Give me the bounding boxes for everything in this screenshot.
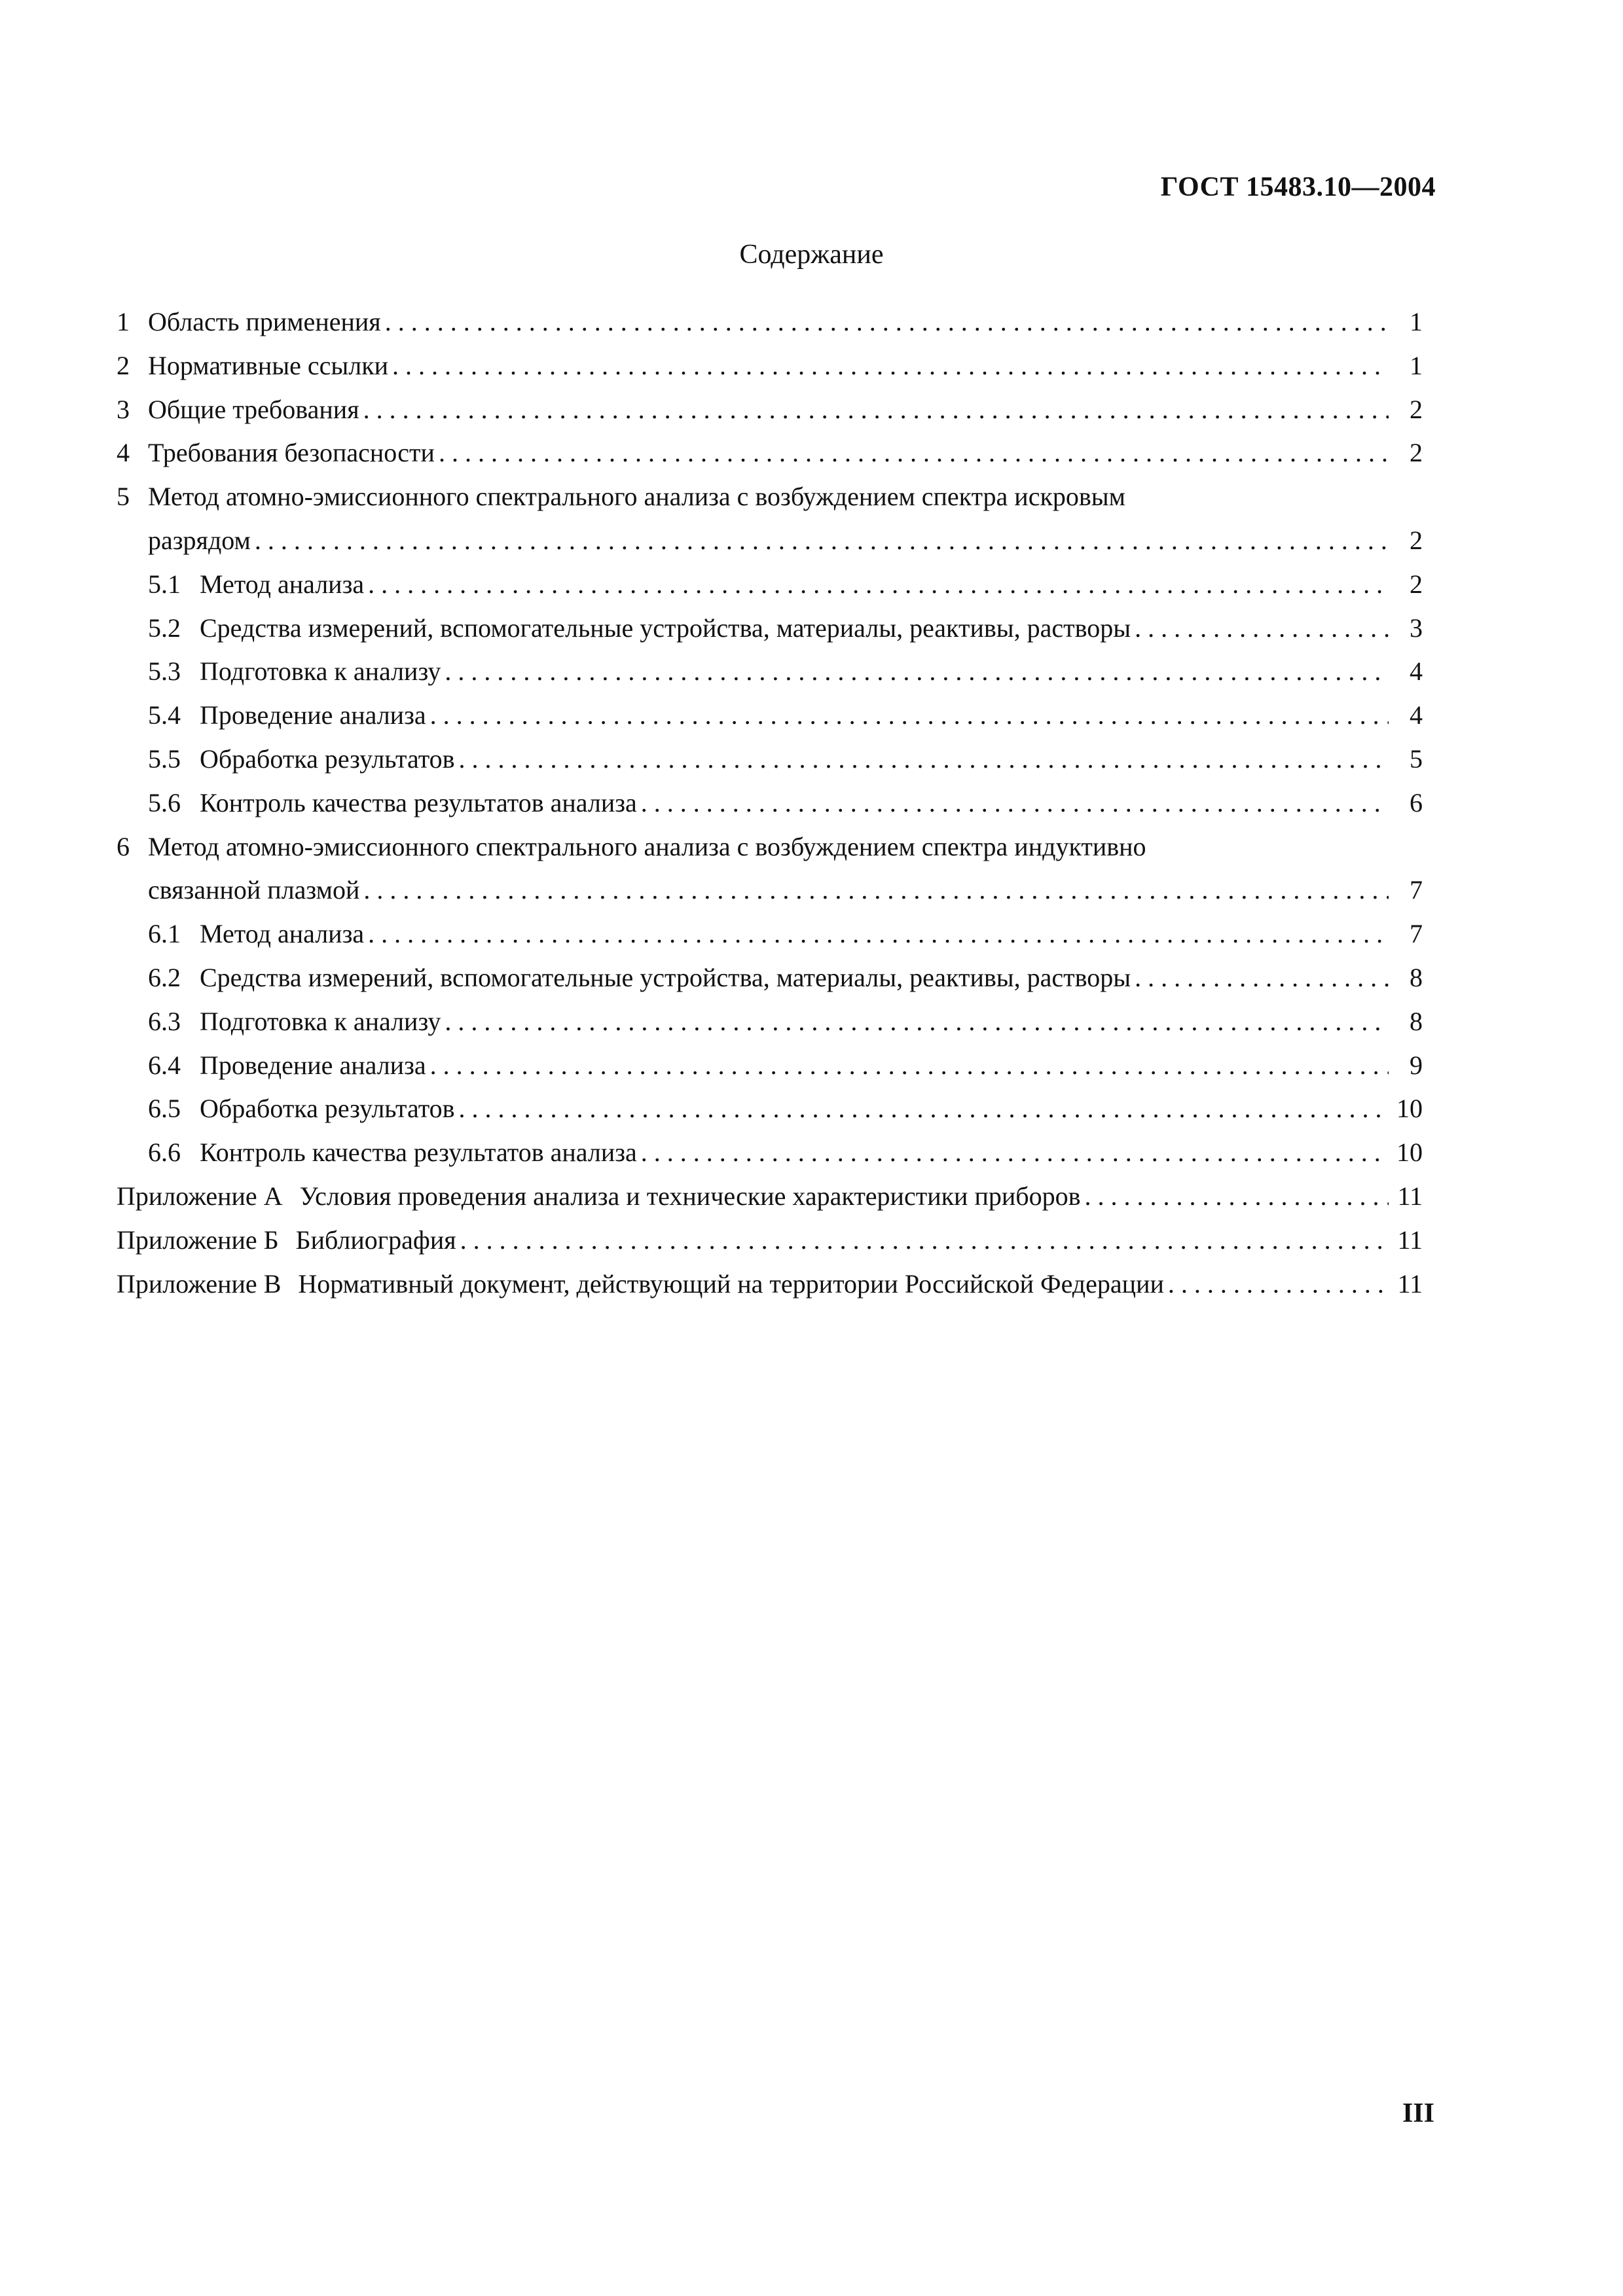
toc-entry-label: Нормативный документ, действующий на территории Российской Федерации — [298, 1268, 1164, 1299]
toc-entry-6-5[interactable] — [117, 1087, 1423, 1131]
toc-entry-5-2[interactable] — [117, 607, 1423, 651]
toc-entry-number: 6.5 — [148, 1094, 181, 1124]
toc-entry-label: Метод анализа — [200, 919, 365, 949]
table-of-contents — [117, 300, 1423, 1306]
toc-entry-page: 1 — [1410, 307, 1423, 336]
toc-entry-number: 5.3 — [148, 656, 181, 687]
toc-entry-number: Приложение В — [117, 1268, 282, 1299]
toc-entry-5-5[interactable] — [117, 738, 1423, 781]
toc-entry-page: 3 — [1410, 613, 1423, 643]
toc-entry-label: Подготовка к анализу — [200, 1006, 441, 1036]
dot-leader — [637, 1131, 1389, 1175]
toc-entry-page: 2 — [1410, 525, 1423, 555]
dot-leader — [1081, 1175, 1389, 1219]
toc-entry-2[interactable] — [117, 344, 1423, 388]
toc-entry-label: Область применения — [148, 307, 381, 336]
toc-entry-number: 6.6 — [148, 1138, 181, 1168]
toc-entry-label: Условия проведения анализа и технические характеристики приборов — [299, 1181, 1081, 1211]
toc-entry-6-4[interactable] — [117, 1044, 1423, 1088]
toc-entry-label: Проведение анализа — [200, 1050, 426, 1080]
toc-entry-label: Контроль качества результатов анализа — [200, 1138, 637, 1168]
toc-entry-label-continuation: разрядом — [148, 525, 251, 555]
toc-entry-5-4[interactable] — [117, 694, 1423, 738]
toc-entry-5-1[interactable] — [117, 563, 1423, 607]
toc-entry-number: Приложение А — [117, 1181, 283, 1211]
toc-entry-label: Требования безопасности — [148, 438, 435, 468]
dot-leader — [359, 869, 1389, 912]
toc-entry-number: 5 — [117, 482, 130, 512]
toc-entry-5-6[interactable] — [117, 781, 1423, 825]
toc-entry-number: 5.4 — [148, 700, 181, 730]
toc-entry-number: 6.3 — [148, 1006, 181, 1036]
toc-entry-appendix-a[interactable] — [117, 1175, 1423, 1219]
toc-entry-label: Общие требования — [148, 394, 359, 424]
dot-leader — [364, 912, 1389, 956]
page-number: III — [1402, 2098, 1434, 2128]
toc-entry-page: 10 — [1396, 1138, 1423, 1168]
toc-entry-page: 7 — [1410, 875, 1423, 905]
toc-entry-page: 6 — [1410, 787, 1423, 817]
toc-entry-6-1[interactable] — [117, 912, 1423, 956]
toc-entry-page: 2 — [1410, 569, 1423, 599]
toc-entry-page: 10 — [1396, 1094, 1423, 1124]
toc-entry-label: Подготовка к анализу — [200, 656, 441, 687]
toc-entry-page: 11 — [1397, 1181, 1423, 1211]
toc-entry-number: 6.2 — [148, 962, 181, 992]
toc-entry-page: 5 — [1410, 744, 1423, 774]
toc-entry-label: Метод анализа — [200, 569, 365, 599]
toc-entry-number: 5.6 — [148, 787, 181, 817]
dot-leader — [455, 738, 1389, 781]
toc-entry-label: Метод атомно-эмиссионного спектрального анализа с возбуждением спектра искровым — [148, 482, 1125, 512]
toc-entry-4[interactable] — [117, 431, 1423, 475]
toc-entry-appendix-v[interactable] — [117, 1263, 1423, 1306]
toc-entry-label: Проведение анализа — [200, 700, 426, 730]
toc-entry-label: Нормативные ссылки — [148, 350, 389, 380]
document-code: ГОСТ 15483.10—2004 — [1160, 172, 1436, 202]
toc-entry-page: 8 — [1410, 1006, 1423, 1036]
dot-leader — [455, 1087, 1389, 1131]
toc-entry-page: 4 — [1410, 656, 1423, 687]
dot-leader — [1131, 607, 1389, 651]
dot-leader — [359, 388, 1389, 432]
toc-entry-number: 3 — [117, 394, 130, 424]
toc-entry-label: Средства измерений, вспомогательные устройства, материалы, реактивы, растворы — [200, 962, 1131, 992]
toc-entry-number: Приложение Б — [117, 1225, 279, 1255]
toc-entry-1[interactable] — [117, 300, 1423, 344]
toc-entry-number: 4 — [117, 438, 130, 468]
toc-entry-number: 6.1 — [148, 919, 181, 949]
toc-entry-number: 5.2 — [148, 613, 181, 643]
toc-entry-3[interactable] — [117, 388, 1423, 432]
toc-entry-label: Обработка результатов — [200, 1094, 455, 1124]
dot-leader — [441, 1000, 1389, 1044]
toc-entry-label: Контроль качества результатов анализа — [200, 787, 637, 817]
dot-leader — [364, 563, 1389, 607]
dot-leader — [435, 431, 1389, 475]
dot-leader — [1164, 1263, 1389, 1306]
toc-entry-page: 1 — [1410, 350, 1423, 380]
toc-entry-label-continuation: связанной плазмой — [148, 875, 360, 905]
dot-leader — [1131, 956, 1389, 1000]
toc-entry-6-continuation[interactable] — [117, 869, 1423, 912]
toc-entry-number: 6.4 — [148, 1050, 181, 1080]
dot-leader — [251, 519, 1389, 563]
toc-entry-page: 11 — [1397, 1268, 1423, 1299]
toc-entry-6-3[interactable] — [117, 1000, 1423, 1044]
toc-title: Содержание — [739, 240, 884, 270]
toc-entry-page: 2 — [1410, 438, 1423, 468]
toc-entry-5-3[interactable] — [117, 650, 1423, 694]
toc-entry-appendix-b[interactable] — [117, 1219, 1423, 1263]
toc-entry-page: 11 — [1397, 1225, 1423, 1255]
toc-entry-number: 5.5 — [148, 744, 181, 774]
dot-leader — [388, 344, 1389, 388]
toc-entry-label: Средства измерений, вспомогательные устройства, материалы, реактивы, растворы — [200, 613, 1131, 643]
toc-entry-number: 6 — [117, 831, 130, 861]
toc-entry-6-2[interactable] — [117, 956, 1423, 1000]
toc-entry-label: Обработка результатов — [200, 744, 455, 774]
dot-leader — [637, 781, 1389, 825]
dot-leader — [456, 1219, 1389, 1263]
dot-leader — [441, 650, 1389, 694]
toc-entry-page: 9 — [1410, 1050, 1423, 1080]
toc-entry-number: 2 — [117, 350, 130, 380]
toc-entry-number: 5.1 — [148, 569, 181, 599]
dot-leader — [381, 300, 1389, 344]
toc-entry-6-6[interactable] — [117, 1131, 1423, 1175]
toc-entry-5-continuation[interactable] — [117, 519, 1423, 563]
toc-entry-6[interactable] — [117, 825, 1423, 869]
toc-entry-5[interactable] — [117, 475, 1423, 519]
toc-entry-page: 2 — [1410, 394, 1423, 424]
toc-entry-label: Метод атомно-эмиссионного спектрального анализа с возбуждением спектра индуктивно — [148, 831, 1146, 861]
toc-entry-page: 8 — [1410, 962, 1423, 992]
toc-entry-page: 4 — [1410, 700, 1423, 730]
dot-leader — [426, 694, 1389, 738]
toc-entry-number: 1 — [117, 307, 130, 336]
dot-leader — [426, 1044, 1389, 1088]
toc-entry-label: Библиография — [295, 1225, 456, 1255]
toc-entry-page: 7 — [1410, 919, 1423, 949]
